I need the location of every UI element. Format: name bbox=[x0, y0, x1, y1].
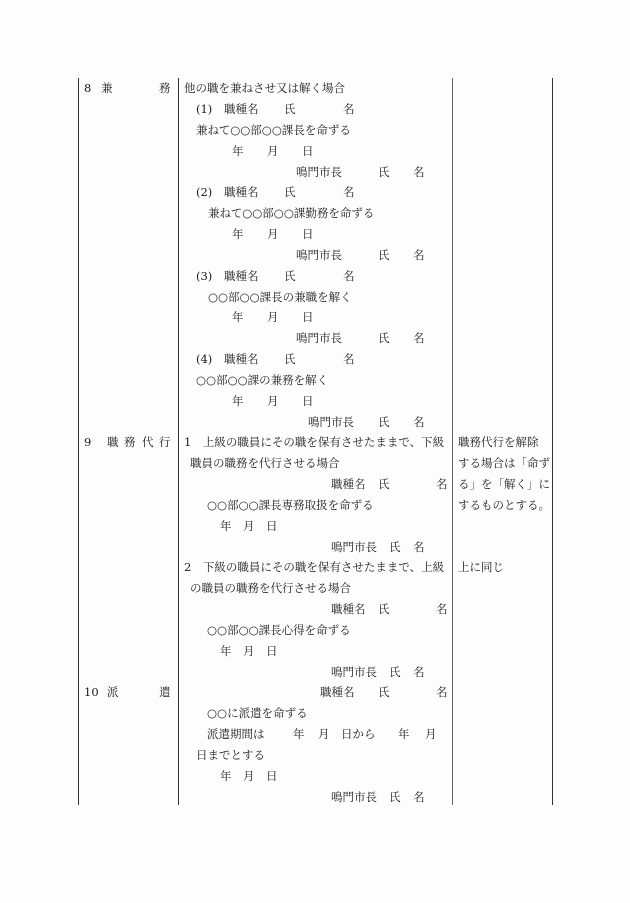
date-month: 月 bbox=[267, 227, 279, 241]
case-heading-line1: 1 上級の職員にその職を保有させたままで、下級 bbox=[184, 435, 445, 449]
date-day: 日 bbox=[302, 144, 314, 158]
signature-mayor: 鳴門市長 bbox=[296, 331, 342, 345]
order-text: 兼ねて○○部○○課勤務を命ずる bbox=[208, 206, 375, 220]
header-surname: 氏 bbox=[378, 685, 390, 699]
row-number: 8 bbox=[84, 81, 92, 95]
table-border-right bbox=[552, 78, 553, 805]
period-end-text: 日までとする bbox=[196, 748, 265, 762]
date-year: 年 bbox=[232, 394, 244, 408]
row-title-char: 行 bbox=[159, 435, 171, 449]
signature-surname: 氏 bbox=[378, 415, 390, 429]
item-label: (4) bbox=[196, 352, 213, 366]
signature-name: 名 bbox=[413, 540, 425, 554]
header-name: 名 bbox=[436, 602, 448, 616]
section-heading: 他の職を兼ねさせ又は解く場合 bbox=[184, 81, 345, 95]
order-text: ○○部○○課長専務取扱を命ずる bbox=[207, 498, 374, 512]
order-text: ○○部○○課長心得を命ずる bbox=[207, 623, 351, 637]
remarks-line: 職務代行を解除 bbox=[458, 435, 539, 449]
period-label: 派遣期間は bbox=[207, 727, 265, 741]
date-month: 月 bbox=[267, 310, 279, 324]
header-name: 名 bbox=[436, 477, 448, 491]
signature-name: 名 bbox=[413, 331, 425, 345]
header-surname: 氏 bbox=[284, 269, 296, 283]
case-heading-line2: の職員の職務を代行させる場合 bbox=[190, 581, 351, 595]
case-heading-line2: 職員の職務を代行させる場合 bbox=[190, 456, 340, 470]
date-day: 日 bbox=[302, 227, 314, 241]
signature-surname: 氏 bbox=[389, 540, 401, 554]
header-surname: 氏 bbox=[284, 102, 296, 116]
header-surname: 氏 bbox=[378, 602, 390, 616]
row-title-char: 務 bbox=[159, 81, 171, 95]
column-divider-title bbox=[178, 78, 179, 805]
header-name: 名 bbox=[343, 185, 355, 199]
header-surname: 氏 bbox=[284, 352, 296, 366]
column-divider-remarks bbox=[452, 78, 453, 805]
period-start-day: 日から bbox=[341, 727, 376, 741]
remarks-line: る」を「解く」に bbox=[458, 477, 550, 491]
item-label: (2) bbox=[196, 185, 213, 199]
row-number: 10 bbox=[84, 685, 99, 699]
item-label: (1) bbox=[196, 102, 213, 116]
remarks-line: するものとする。 bbox=[458, 498, 550, 512]
date-day: 日 bbox=[302, 394, 314, 408]
row-number: 9 bbox=[84, 435, 92, 449]
order-text: ○○部○○課の兼務を解く bbox=[196, 373, 329, 387]
signature-surname: 氏 bbox=[378, 331, 390, 345]
signature-name: 名 bbox=[413, 165, 425, 179]
period-start-month: 月 bbox=[318, 727, 330, 741]
signature-name: 名 bbox=[413, 248, 425, 262]
case-heading-line1: 2 下級の職員にその職を保有させたままで、上級 bbox=[184, 560, 445, 574]
signature-mayor: 鳴門市長 bbox=[296, 248, 342, 262]
header-surname: 氏 bbox=[378, 477, 390, 491]
header-surname: 氏 bbox=[284, 185, 296, 199]
date-month: 月 bbox=[267, 394, 279, 408]
table-border-left bbox=[78, 78, 79, 805]
order-text: ○○に派遣を命ずる bbox=[207, 706, 308, 720]
date-month: 月 bbox=[267, 144, 279, 158]
remarks-line: 上に同じ bbox=[458, 560, 504, 574]
signature-surname: 氏 bbox=[389, 790, 401, 804]
header-job-title: 職種名 bbox=[224, 269, 259, 283]
order-text: 兼ねて○○部○○課長を命ずる bbox=[196, 123, 351, 137]
period-end-year: 年 bbox=[398, 727, 410, 741]
signature-name: 名 bbox=[413, 665, 425, 679]
date-day: 日 bbox=[266, 644, 278, 658]
period-end-month: 月 bbox=[425, 727, 437, 741]
signature-mayor: 鳴門市長 bbox=[296, 165, 342, 179]
header-name: 名 bbox=[436, 685, 448, 699]
date-month: 月 bbox=[243, 644, 255, 658]
header-job-title: 職種名 bbox=[224, 102, 259, 116]
signature-surname: 氏 bbox=[389, 665, 401, 679]
signature-mayor: 鳴門市長 bbox=[331, 665, 377, 679]
header-name: 名 bbox=[343, 352, 355, 366]
signature-surname: 氏 bbox=[378, 165, 390, 179]
row-title-char: 務 bbox=[124, 435, 136, 449]
signature-surname: 氏 bbox=[378, 248, 390, 262]
date-month: 月 bbox=[243, 519, 255, 533]
signature-mayor: 鳴門市長 bbox=[331, 540, 377, 554]
signature-mayor: 鳴門市長 bbox=[331, 790, 377, 804]
header-job-title: 職種名 bbox=[224, 185, 259, 199]
header-name: 名 bbox=[343, 102, 355, 116]
signature-name: 名 bbox=[413, 415, 425, 429]
header-job-title: 職種名 bbox=[331, 602, 366, 616]
date-year: 年 bbox=[232, 144, 244, 158]
row-title-char: 派 bbox=[107, 685, 119, 699]
header-name: 名 bbox=[343, 269, 355, 283]
date-year: 年 bbox=[220, 644, 232, 658]
order-text: ○○部○○課長の兼職を解く bbox=[208, 290, 352, 304]
remarks-line: する場合は「命ず bbox=[458, 456, 550, 470]
date-day: 日 bbox=[266, 769, 278, 783]
date-year: 年 bbox=[220, 519, 232, 533]
date-month: 月 bbox=[243, 769, 255, 783]
signature-name: 名 bbox=[413, 790, 425, 804]
header-job-title: 職種名 bbox=[331, 477, 366, 491]
header-job-title: 職種名 bbox=[224, 352, 259, 366]
date-day: 日 bbox=[302, 310, 314, 324]
header-job-title: 職種名 bbox=[320, 685, 355, 699]
date-day: 日 bbox=[266, 519, 278, 533]
signature-mayor: 鳴門市長 bbox=[308, 415, 354, 429]
row-title-char: 代 bbox=[142, 435, 154, 449]
date-year: 年 bbox=[232, 310, 244, 324]
item-label: (3) bbox=[196, 269, 213, 283]
row-title-char: 兼 bbox=[101, 81, 113, 95]
period-start-year: 年 bbox=[293, 727, 305, 741]
row-title-char: 遣 bbox=[159, 685, 171, 699]
row-title-char: 職 bbox=[107, 435, 119, 449]
date-year: 年 bbox=[232, 227, 244, 241]
date-year: 年 bbox=[220, 769, 232, 783]
